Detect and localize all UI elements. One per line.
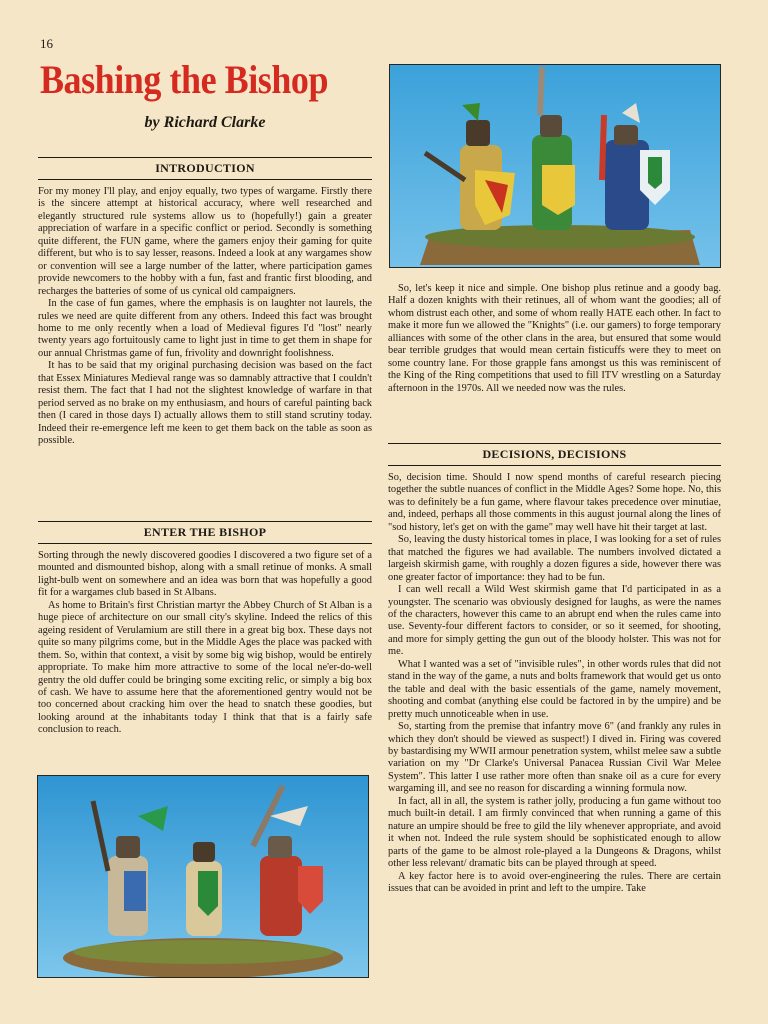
decisions-paragraph-2: So, leaving the dusty historical tomes in place, I was looking for a set of rules that matched the figures we had available. The numbers involved dictated a largeish skirmish game, with roughly a dozen figures a side, however there was one greater factor of importance: they had to be fun. (388, 534, 721, 583)
intro-paragraph-2: In the case of fun games, where the emphasis is on laughter not laurels, the rules we need are quite different from any others. Indeed this fact was brought home to me only recently when a load of Medieval figures I'd "lost" nearly twenty years ago fortuitously came to light just in time to get them in shape for our annual Christmas game of fun, frivolity and downright foolishness. (38, 298, 372, 359)
miniatures-photo-bottom (37, 775, 369, 978)
introduction-heading: INTRODUCTION (38, 157, 372, 180)
right-intro-body (388, 283, 721, 395)
page-number: 16 (40, 36, 53, 51)
decisions-paragraph-6: In fact, all in all, the system is rather jolly, producing a fun game without too much built-in detail. I am firmly convinced that when running a game of this nature an umpire should be free to gild the lily whenever appropriate, and avoid it when not. Indeed the rule system should be sophisticated enough to allow parts of the game to be almost role-played a la Dungeons & Dragons, whilst other less relevant/ dramatic bits can be played through at speed. (388, 795, 721, 870)
decisions-paragraph-5: So, starting from the premise that infantry move 6" (and frankly any rules in which they don't should be viewed as suspect!) I dived in. Firing was covered by bastardising my WWII armour penetration system, whilst melee saw a subtle variation on my "Dr Clarke's Universal Panacea Russian Civil War Melee System". This latter I use rather more often than snake oil as a cure for every wargaming ill, and see no reason for discarding a winning formula now. (388, 721, 721, 795)
enter-bishop-heading: ENTER THE BISHOP (38, 521, 372, 544)
decisions-body (388, 472, 721, 895)
article-title: Bashing the Bishop (40, 57, 329, 102)
right-intro-paragraph: So, let's keep it nice and simple. One bishop plus retinue and a goody bag. Half a dozen knights with their retinues, all of whom want the goodies; all of whom distrust each other, and some of whom really HATE each other. In fact to make it more fun we allowed the "Knights" (i.e. our gamers) to forge temporary alliances with some of the other clans in the area, but ensured that some would bear terrible grudges that would mean certain fisticuffs were they to meet on some country lane. For those grapple fans amongst us this was reminiscent of the King of the Ring competitions that used to fill ITV wrestling on a Saturday afternoon in the 1970s. All we needed now was the rules. (388, 283, 721, 394)
bishop-paragraph-2: As home to Britain's first Christian martyr the Abbey Church of St Alban is a huge piece of architecture on our small city's skyline. Indeed the relics of this ageing resident of Verulamium are still there in a great big box. These days not quite so many pilgrims come, but in the Middle Ages the place was packed with them. So, within that context, a visit by some big wig bishop, would be entirely appropriate. To make him more attractive to some of the local ne'er-do-well gentry the old duffer could be bringing some exciting relic, or simply a big box of cash. We have to assume here that the aforementioned gentry would not be too concerned about cracking him over the head to snatch these goodies, but looking around at the inhabitants today I think that that is a fairly safe conclusion to reach. (38, 599, 372, 736)
decisions-heading: DECISIONS, DECISIONS (388, 443, 721, 466)
decisions-paragraph-3: I can well recall a Wild West skirmish game that I'd participated in as a youngster. The scenario was obviously designed for laughs, as were the names of the characters, however this came to an abrupt end when the rules came into use. Seventy-four different factors to consider, or so it seemed, for shooting, and more for simply getting the gun out of the bloody holster. This was not for me. (388, 584, 721, 658)
decisions-paragraph-7: A key factor here is to avoid over-engineering the rules. There are certain issues that can be avoided in print and left to the umpire. Take (388, 870, 721, 894)
decisions-paragraph-4: What I wanted was a set of "invisible rules", in other words rules that did not stand in the way of the game, a nuts and bolts framework that would get us onto the table and deal with the basic essentials of the game, namely movement, shooting and combat (anything else could be factored in by the umpire) and be pretty much unnoticeable when in use. (388, 658, 721, 720)
decisions-section (388, 443, 721, 895)
miniatures-photo-top (389, 64, 721, 268)
introduction-body (38, 186, 372, 448)
introduction-section (38, 157, 372, 448)
intro-paragraph-1: For my money I'll play, and enjoy equally, two types of wargame. Firstly there is the sincere attempt at historical accuracy, where well researched and elegantly structured rule systems allow us to (hopefully!) gain a greater appreciation of warfare in a specific conflict or period. Secondly is something quite different, the FUN game, where the gamers enjoy their gaming for quite different, but who is to say lesser, reasons. Indeed a look at any wargames show or convention will see a large number of the latter, where participation games provide newcomers to the hobby with a fun, fast and frantic first blooding, and recharges the batteries of some of us cynical old campaigners. (38, 186, 372, 297)
enter-bishop-section (38, 521, 372, 737)
right-intro-section (388, 283, 721, 395)
enter-bishop-body (38, 550, 372, 737)
decisions-paragraph-1: So, decision time. Should I now spend months of careful research piecing together the subtle nuances of conflict in the Middle Ages? Some hope. No, this was to definitely be a fun game, where flavour takes precedence over minutiae, and, indeed, perhaps all those comments in this august journal along the lines of "sod history, let's get on with the game" may well have hit their target at last. (388, 472, 721, 533)
bishop-paragraph-1: Sorting through the newly discovered goodies I discovered a two figure set of a mounted and dismounted bishop, along with a small retinue of monks. A small light-bulb went on somewhere and an idea was born that was hopefully a good fit for a wargames club based in St Albans. (38, 550, 372, 599)
intro-paragraph-3: It has to be said that my original purchasing decision was based on the fact that Essex Miniatures Medieval range was so damnably attractive that I couldn't resist them. The fact that I had not the slightest knowledge of warfare in that period served as no brake on my enthusiasm, and hours of careful painting back then (I cared in those days I) actually allows them to still stand scrutiny today. Indeed their re-emergence left me keen to get them back on the table as soon as possible. (38, 360, 372, 447)
article-byline: by Richard Clarke (144, 114, 266, 131)
